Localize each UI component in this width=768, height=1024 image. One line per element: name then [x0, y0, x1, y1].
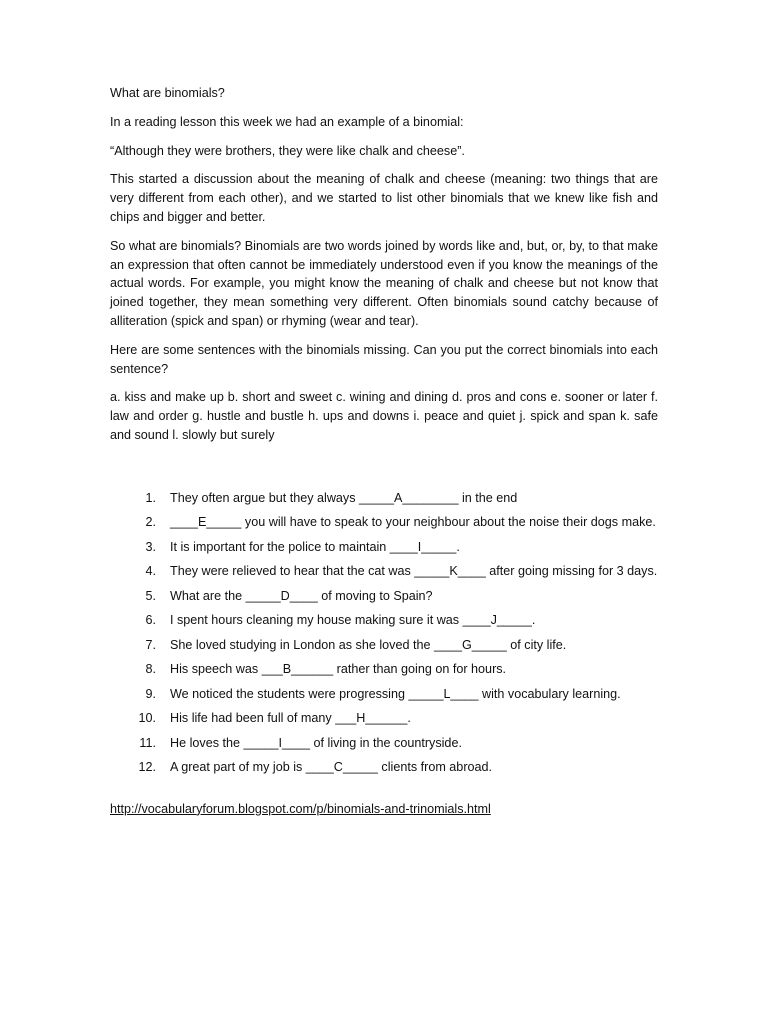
question-number: 6. — [145, 613, 156, 628]
question-number: 11. — [139, 735, 156, 750]
question-number: 7. — [145, 637, 156, 652]
source-link[interactable]: http://vocabularyforum.blogspot.com/p/binomials-and-trinomials.html — [110, 801, 491, 816]
question-item — [110, 513, 658, 538]
question-text: A great part of my job is ____C_____ clients from abroad. — [170, 760, 493, 775]
question-item — [110, 758, 658, 783]
intro-paragraph: In a reading lesson this week we had an example of a binomial: — [110, 114, 464, 129]
question-text: I spent hours cleaning my house making sure it was ____J_____. — [170, 613, 536, 628]
quote-paragraph: “Although they were brothers, they were like chalk and cheese”. — [110, 143, 465, 158]
question-text: They were relieved to hear that the cat was _____K____ after going missing for 3 days. — [170, 564, 658, 579]
question-number: 4. — [145, 564, 156, 579]
question-item — [110, 489, 658, 514]
binomial-options: a. kiss and make up b. short and sweet c. wining and dining d. pros and cons e. sooner or later f. law and order g. hustle and bustle h. ups and downs i. peace and quiet j. spick and span k. safe and sound l. slowly but surely — [110, 390, 658, 442]
question-text: ____E_____ you will have to speak to your neighbour about the noise their dogs make. — [170, 515, 656, 530]
question-text: He loves the _____I____ of living in the countryside. — [170, 735, 462, 750]
discussion-paragraph: This started a discussion about the meaning of chalk and cheese (meaning: two things that are very different from each other), and we started to list other binomials that we knew like fish and chips and bigger and better. — [110, 172, 658, 224]
question-number: 10. — [138, 711, 156, 726]
question-item — [110, 562, 658, 587]
question-text: They often argue but they always _____A________ in the end — [170, 490, 518, 505]
question-item — [110, 734, 658, 759]
question-item — [110, 611, 658, 636]
question-item — [110, 709, 658, 734]
instruction-paragraph: Here are some sentences with the binomials missing. Can you put the correct binomials into each sentence? — [110, 342, 658, 376]
definition-paragraph: So what are binomials? Binomials are two words joined by words like and, but, or, by, to that make an expression that often cannot be immediately understood even if you know the meanings of the actual words. For example, you might know the meaning of chalk and cheese but not know that joined together, they mean something very different. Often binomials sound catchy because of alliteration (spick and span) or rhyming (wear and tear). — [110, 238, 658, 328]
question-list — [110, 489, 658, 783]
question-item — [110, 685, 658, 710]
question-text: His life had been full of many ___H______. — [170, 711, 411, 726]
question-text: We noticed the students were progressing _____L____ with vocabulary learning. — [170, 686, 621, 701]
question-item — [110, 587, 658, 612]
question-number: 2. — [145, 515, 156, 530]
question-item — [110, 636, 658, 661]
question-text: What are the _____D____ of moving to Spain? — [170, 588, 433, 603]
question-number: 8. — [145, 662, 156, 677]
question-number: 5. — [145, 588, 156, 603]
question-text: His speech was ___B______ rather than going on for hours. — [170, 662, 507, 677]
question-number: 3. — [145, 539, 156, 554]
question-item — [110, 538, 658, 563]
question-text: She loved studying in London as she loved the ____G_____ of city life. — [170, 637, 567, 652]
question-number: 9. — [145, 686, 156, 701]
question-text: It is important for the police to maintain ____I_____. — [170, 539, 460, 554]
question-item — [110, 660, 658, 685]
document-title: What are binomials? — [110, 86, 225, 100]
question-number: 1. — [145, 490, 156, 505]
question-number: 12. — [138, 760, 156, 775]
